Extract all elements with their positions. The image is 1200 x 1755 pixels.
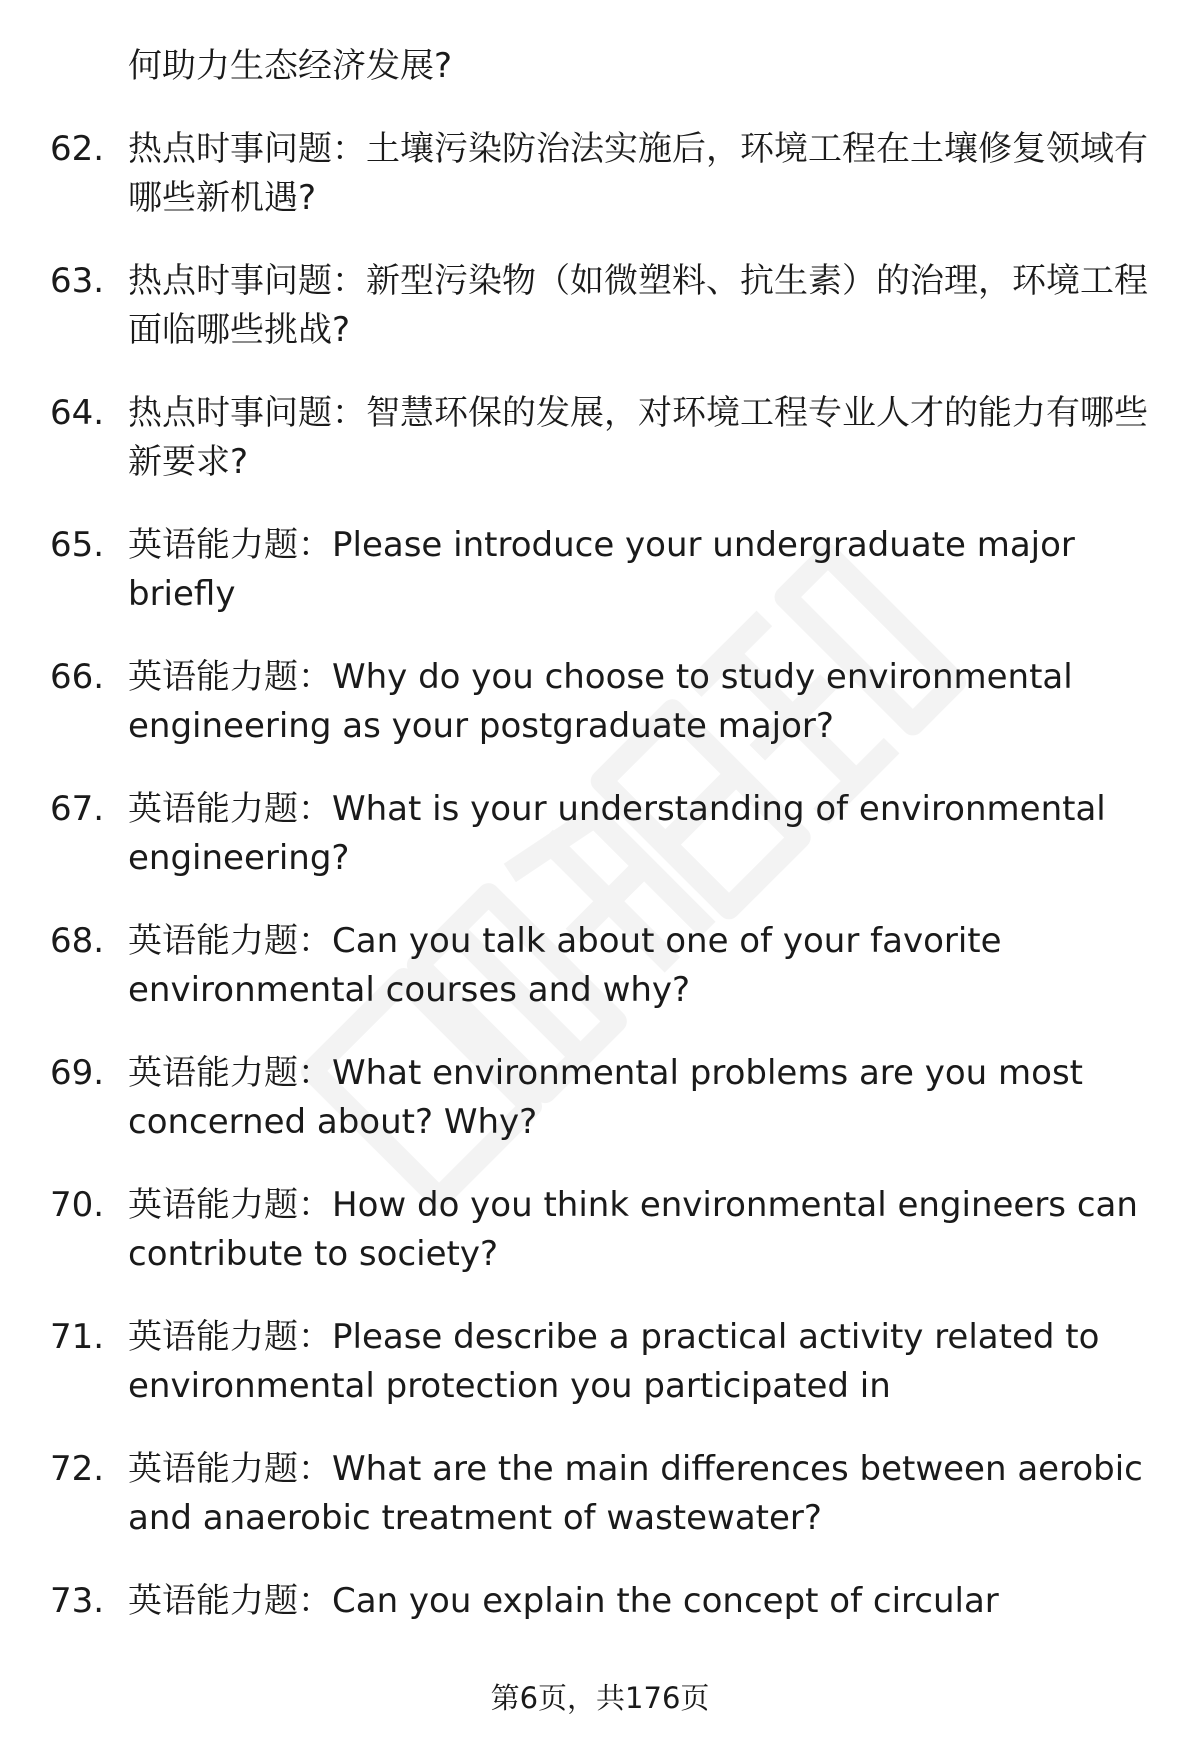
item-text: 英语能力题：Can you talk about one of your favorite environmental courses and why? (128, 921, 1002, 1010)
item-number: 71. (50, 1317, 105, 1357)
page-footer: 第6页，共176页 (490, 1681, 710, 1715)
item-text: 英语能力题：Please introduce your undergraduate major briefly (128, 525, 1075, 614)
item-text: 英语能力题：What are the main differences between aerobic and anaerobic treatment of wastewater? (128, 1449, 1143, 1538)
list-item (50, 785, 1150, 883)
list-item (50, 1445, 1150, 1543)
item-number: 69. (50, 1053, 105, 1093)
item-text: 英语能力题：How do you think environmental engineers can contribute to society? (128, 1185, 1138, 1274)
item-text: 何助力生态经济发展? (128, 46, 453, 86)
item-number: 63. (50, 261, 105, 301)
list-item (50, 1577, 1150, 1626)
list-item (50, 257, 1150, 355)
list-item (50, 521, 1150, 619)
list-item (50, 917, 1150, 1015)
item-text: 热点时事问题：新型污染物（如微塑料、抗生素）的治理，环境工程面临哪些挑战? (128, 261, 1148, 350)
item-number: 68. (50, 921, 105, 961)
item-text: 热点时事问题：智慧环保的发展，对环境工程专业人才的能力有哪些新要求? (128, 393, 1148, 482)
item-number: 67. (50, 789, 105, 829)
item-number: 73. (50, 1581, 105, 1621)
item-text: 英语能力题：What environmental problems are you most concerned about? Why? (128, 1053, 1084, 1142)
list-item (50, 42, 1150, 91)
item-number: 72. (50, 1449, 105, 1489)
list-item (50, 1049, 1150, 1147)
list-item (50, 1313, 1150, 1411)
item-number: 64. (50, 393, 105, 433)
item-text: 热点时事问题：土壤污染防治法实施后，环境工程在土壤修复领域有哪些新机遇? (128, 129, 1148, 218)
question-list (50, 42, 1150, 1660)
item-number: 70. (50, 1185, 105, 1225)
item-number: 62. (50, 129, 105, 169)
item-text: 英语能力题：Can you explain the concept of circular (128, 1581, 999, 1621)
item-text: 英语能力题：Why do you choose to study environmental engineering as your postgraduate major? (128, 657, 1073, 746)
item-number: 66. (50, 657, 105, 697)
item-text: 英语能力题：What is your understanding of environmental engineering? (128, 789, 1106, 878)
item-number: 65. (50, 525, 105, 565)
list-item (50, 1181, 1150, 1279)
item-text: 英语能力题：Please describe a practical activity related to environmental protection you participated in (128, 1317, 1100, 1406)
list-item (50, 125, 1150, 223)
list-item (50, 653, 1150, 751)
list-item (50, 389, 1150, 487)
